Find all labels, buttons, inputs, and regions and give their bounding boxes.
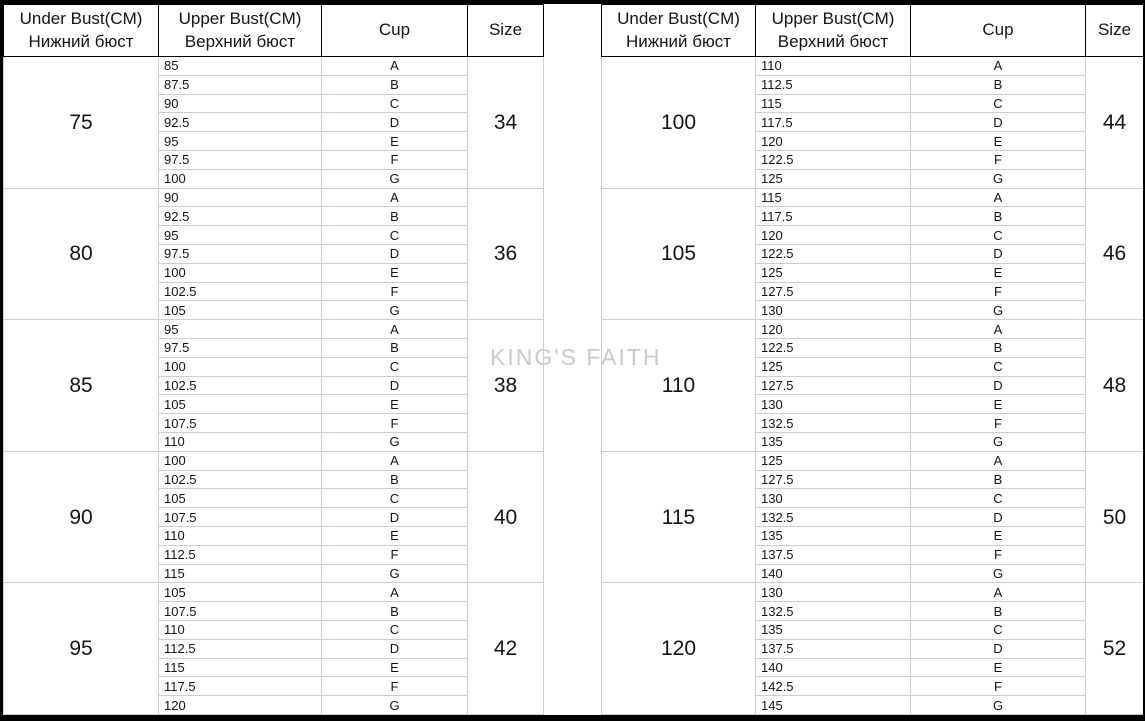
- size-cell: 52: [1086, 583, 1144, 715]
- upper-bust-cell: 105: [159, 395, 322, 414]
- upper-bust-cell: 127.5: [756, 282, 911, 301]
- table-row: [4, 451, 544, 470]
- upper-bust-cell: 102.5: [159, 470, 322, 489]
- size-cell: 48: [1086, 320, 1144, 452]
- upper-bust-cell: 90: [159, 94, 322, 113]
- cup-cell: E: [322, 658, 468, 677]
- cup-cell: F: [322, 677, 468, 696]
- cup-cell: G: [322, 432, 468, 451]
- cup-cell: E: [322, 132, 468, 151]
- cup-cell: D: [322, 508, 468, 527]
- under-bust-cell: 95: [4, 583, 159, 715]
- header-upper-bust-ru: Верхний бюст: [184, 31, 296, 51]
- upper-bust-cell: 112.5: [159, 545, 322, 564]
- size-cell: 40: [468, 451, 544, 583]
- upper-bust-cell: 145: [756, 696, 911, 715]
- upper-bust-cell: 130: [756, 301, 911, 320]
- upper-bust-cell: 87.5: [159, 75, 322, 94]
- table-body-left: [4, 57, 544, 715]
- cup-cell: E: [911, 658, 1086, 677]
- upper-bust-cell: 95: [159, 320, 322, 339]
- cup-cell: A: [911, 188, 1086, 207]
- upper-bust-cell: 115: [159, 564, 322, 583]
- header-row: [4, 5, 544, 57]
- cup-cell: G: [322, 564, 468, 583]
- cup-cell: B: [911, 602, 1086, 621]
- upper-bust-cell: 125: [756, 263, 911, 282]
- upper-bust-cell: 132.5: [756, 602, 911, 621]
- cup-cell: B: [322, 75, 468, 94]
- cup-cell: E: [911, 132, 1086, 151]
- upper-bust-cell: 120: [159, 696, 322, 715]
- under-bust-cell: 75: [4, 57, 159, 189]
- size-cell: 38: [468, 320, 544, 452]
- cup-cell: F: [911, 677, 1086, 696]
- cup-cell: C: [911, 94, 1086, 113]
- header-under-bust-ru: Нижний бюст: [28, 31, 134, 51]
- upper-bust-cell: 130: [756, 489, 911, 508]
- upper-bust-cell: 122.5: [756, 150, 911, 169]
- upper-bust-cell: 130: [756, 395, 911, 414]
- cup-cell: A: [911, 57, 1086, 76]
- cup-cell: D: [322, 376, 468, 395]
- upper-bust-cell: 130: [756, 583, 911, 602]
- upper-bust-cell: 122.5: [756, 244, 911, 263]
- cup-cell: E: [322, 526, 468, 545]
- table-row: [602, 57, 1144, 76]
- cup-cell: F: [322, 150, 468, 169]
- upper-bust-cell: 120: [756, 320, 911, 339]
- cup-cell: A: [911, 320, 1086, 339]
- cup-cell: A: [911, 583, 1086, 602]
- cup-cell: C: [322, 226, 468, 245]
- upper-bust-cell: 107.5: [159, 602, 322, 621]
- cup-cell: C: [322, 357, 468, 376]
- cup-cell: G: [911, 432, 1086, 451]
- cup-cell: F: [322, 545, 468, 564]
- table-row: [602, 451, 1144, 470]
- upper-bust-cell: 100: [159, 451, 322, 470]
- header-cup: Cup: [911, 5, 1086, 57]
- cup-cell: A: [322, 583, 468, 602]
- upper-bust-cell: 137.5: [756, 545, 911, 564]
- upper-bust-cell: 125: [756, 451, 911, 470]
- under-bust-cell: 105: [602, 188, 756, 320]
- upper-bust-cell: 107.5: [159, 414, 322, 433]
- header-upper-bust-en: Upper Bust(CM): [178, 9, 302, 29]
- cup-cell: B: [322, 602, 468, 621]
- table-row: [602, 320, 1144, 339]
- cup-cell: G: [322, 301, 468, 320]
- under-bust-cell: 100: [602, 57, 756, 189]
- cup-cell: E: [911, 526, 1086, 545]
- cup-cell: G: [911, 301, 1086, 320]
- under-bust-cell: 110: [602, 320, 756, 452]
- upper-bust-cell: 112.5: [159, 639, 322, 658]
- upper-bust-cell: 100: [159, 169, 322, 188]
- cup-cell: B: [911, 338, 1086, 357]
- cup-cell: D: [911, 376, 1086, 395]
- cup-cell: G: [911, 696, 1086, 715]
- cup-cell: D: [322, 244, 468, 263]
- header-cup: Cup: [322, 5, 468, 57]
- size-cell: 44: [1086, 57, 1144, 189]
- cup-cell: F: [322, 282, 468, 301]
- upper-bust-cell: 100: [159, 357, 322, 376]
- header-under-bust: [4, 5, 159, 57]
- cup-cell: A: [322, 188, 468, 207]
- cup-cell: G: [322, 696, 468, 715]
- upper-bust-cell: 140: [756, 658, 911, 677]
- upper-bust-cell: 125: [756, 357, 911, 376]
- upper-bust-cell: 135: [756, 620, 911, 639]
- cup-cell: G: [911, 564, 1086, 583]
- upper-bust-cell: 85: [159, 57, 322, 76]
- cup-cell: B: [911, 75, 1086, 94]
- upper-bust-cell: 110: [159, 526, 322, 545]
- cup-cell: A: [322, 451, 468, 470]
- upper-bust-cell: 120: [756, 226, 911, 245]
- cup-cell: B: [322, 207, 468, 226]
- size-table-left: [3, 4, 544, 715]
- table-row: [4, 188, 544, 207]
- cup-cell: F: [911, 545, 1086, 564]
- cup-cell: B: [911, 470, 1086, 489]
- upper-bust-cell: 115: [756, 94, 911, 113]
- header-size: Size: [468, 5, 544, 57]
- upper-bust-cell: 127.5: [756, 470, 911, 489]
- upper-bust-cell: 122.5: [756, 338, 911, 357]
- cup-cell: C: [322, 94, 468, 113]
- upper-bust-cell: 120: [756, 132, 911, 151]
- cup-cell: B: [911, 207, 1086, 226]
- cup-cell: B: [322, 338, 468, 357]
- under-bust-cell: 120: [602, 583, 756, 715]
- cup-cell: F: [322, 414, 468, 433]
- cup-cell: D: [911, 244, 1086, 263]
- upper-bust-cell: 112.5: [756, 75, 911, 94]
- size-cell: 46: [1086, 188, 1144, 320]
- upper-bust-cell: 142.5: [756, 677, 911, 696]
- table-body-right: [602, 57, 1144, 715]
- cup-cell: A: [911, 451, 1086, 470]
- size-table-right: [601, 4, 1144, 715]
- watermark: KING'S FAITH: [490, 344, 662, 370]
- cup-cell: E: [911, 395, 1086, 414]
- under-bust-cell: 115: [602, 451, 756, 583]
- upper-bust-cell: 100: [159, 263, 322, 282]
- cup-cell: F: [911, 414, 1086, 433]
- upper-bust-cell: 92.5: [159, 207, 322, 226]
- cup-cell: D: [911, 113, 1086, 132]
- upper-bust-cell: 105: [159, 583, 322, 602]
- cup-cell: D: [322, 639, 468, 658]
- size-cell: 34: [468, 57, 544, 189]
- cup-cell: D: [911, 508, 1086, 527]
- cup-cell: E: [911, 263, 1086, 282]
- cup-cell: A: [322, 320, 468, 339]
- table-row: [4, 583, 544, 602]
- cup-cell: E: [322, 263, 468, 282]
- header-size: Size: [1086, 5, 1144, 57]
- header-under-bust-en: Under Bust(CM): [19, 9, 143, 29]
- upper-bust-cell: 117.5: [159, 677, 322, 696]
- upper-bust-cell: 92.5: [159, 113, 322, 132]
- upper-bust-cell: 102.5: [159, 282, 322, 301]
- upper-bust-cell: 135: [756, 432, 911, 451]
- size-cell: 42: [468, 583, 544, 715]
- cup-cell: F: [911, 282, 1086, 301]
- upper-bust-cell: 125: [756, 169, 911, 188]
- cup-cell: C: [911, 620, 1086, 639]
- upper-bust-cell: 110: [756, 57, 911, 76]
- cup-cell: G: [322, 169, 468, 188]
- upper-bust-cell: 117.5: [756, 207, 911, 226]
- table-row: [602, 583, 1144, 602]
- upper-bust-cell: 95: [159, 226, 322, 245]
- upper-bust-cell: 95: [159, 132, 322, 151]
- under-bust-cell: 90: [4, 451, 159, 583]
- table-row: [602, 188, 1144, 207]
- table-row: [4, 57, 544, 76]
- upper-bust-cell: 115: [159, 658, 322, 677]
- header-upper-bust-ru: Верхний бюст: [777, 31, 889, 51]
- upper-bust-cell: 97.5: [159, 150, 322, 169]
- under-bust-cell: 80: [4, 188, 159, 320]
- cup-cell: E: [322, 395, 468, 414]
- upper-bust-cell: 107.5: [159, 508, 322, 527]
- upper-bust-cell: 97.5: [159, 338, 322, 357]
- upper-bust-cell: 135: [756, 526, 911, 545]
- upper-bust-cell: 127.5: [756, 376, 911, 395]
- size-cell: 36: [468, 188, 544, 320]
- header-under-bust-en: Under Bust(CM): [617, 9, 740, 29]
- cup-cell: F: [911, 150, 1086, 169]
- upper-bust-cell: 110: [159, 620, 322, 639]
- upper-bust-cell: 102.5: [159, 376, 322, 395]
- cup-cell: C: [322, 489, 468, 508]
- cup-cell: D: [911, 639, 1086, 658]
- upper-bust-cell: 117.5: [756, 113, 911, 132]
- header-upper-bust-en: Upper Bust(CM): [771, 9, 895, 29]
- upper-bust-cell: 132.5: [756, 414, 911, 433]
- upper-bust-cell: 110: [159, 432, 322, 451]
- cup-cell: B: [322, 470, 468, 489]
- under-bust-cell: 85: [4, 320, 159, 452]
- cup-cell: D: [322, 113, 468, 132]
- cup-cell: A: [322, 57, 468, 76]
- upper-bust-cell: 105: [159, 489, 322, 508]
- cup-cell: C: [322, 620, 468, 639]
- upper-bust-cell: 97.5: [159, 244, 322, 263]
- cup-cell: C: [911, 357, 1086, 376]
- upper-bust-cell: 115: [756, 188, 911, 207]
- table-row: [4, 320, 544, 339]
- header-under-bust-ru: Нижний бюст: [625, 31, 732, 51]
- size-cell: 50: [1086, 451, 1144, 583]
- header-row: [602, 5, 1144, 57]
- header-upper-bust: [159, 5, 322, 57]
- upper-bust-cell: 132.5: [756, 508, 911, 527]
- upper-bust-cell: 105: [159, 301, 322, 320]
- cup-cell: C: [911, 489, 1086, 508]
- header-under-bust: [602, 5, 756, 57]
- upper-bust-cell: 90: [159, 188, 322, 207]
- upper-bust-cell: 137.5: [756, 639, 911, 658]
- cup-cell: C: [911, 226, 1086, 245]
- header-upper-bust: [756, 5, 911, 57]
- upper-bust-cell: 140: [756, 564, 911, 583]
- cup-cell: G: [911, 169, 1086, 188]
